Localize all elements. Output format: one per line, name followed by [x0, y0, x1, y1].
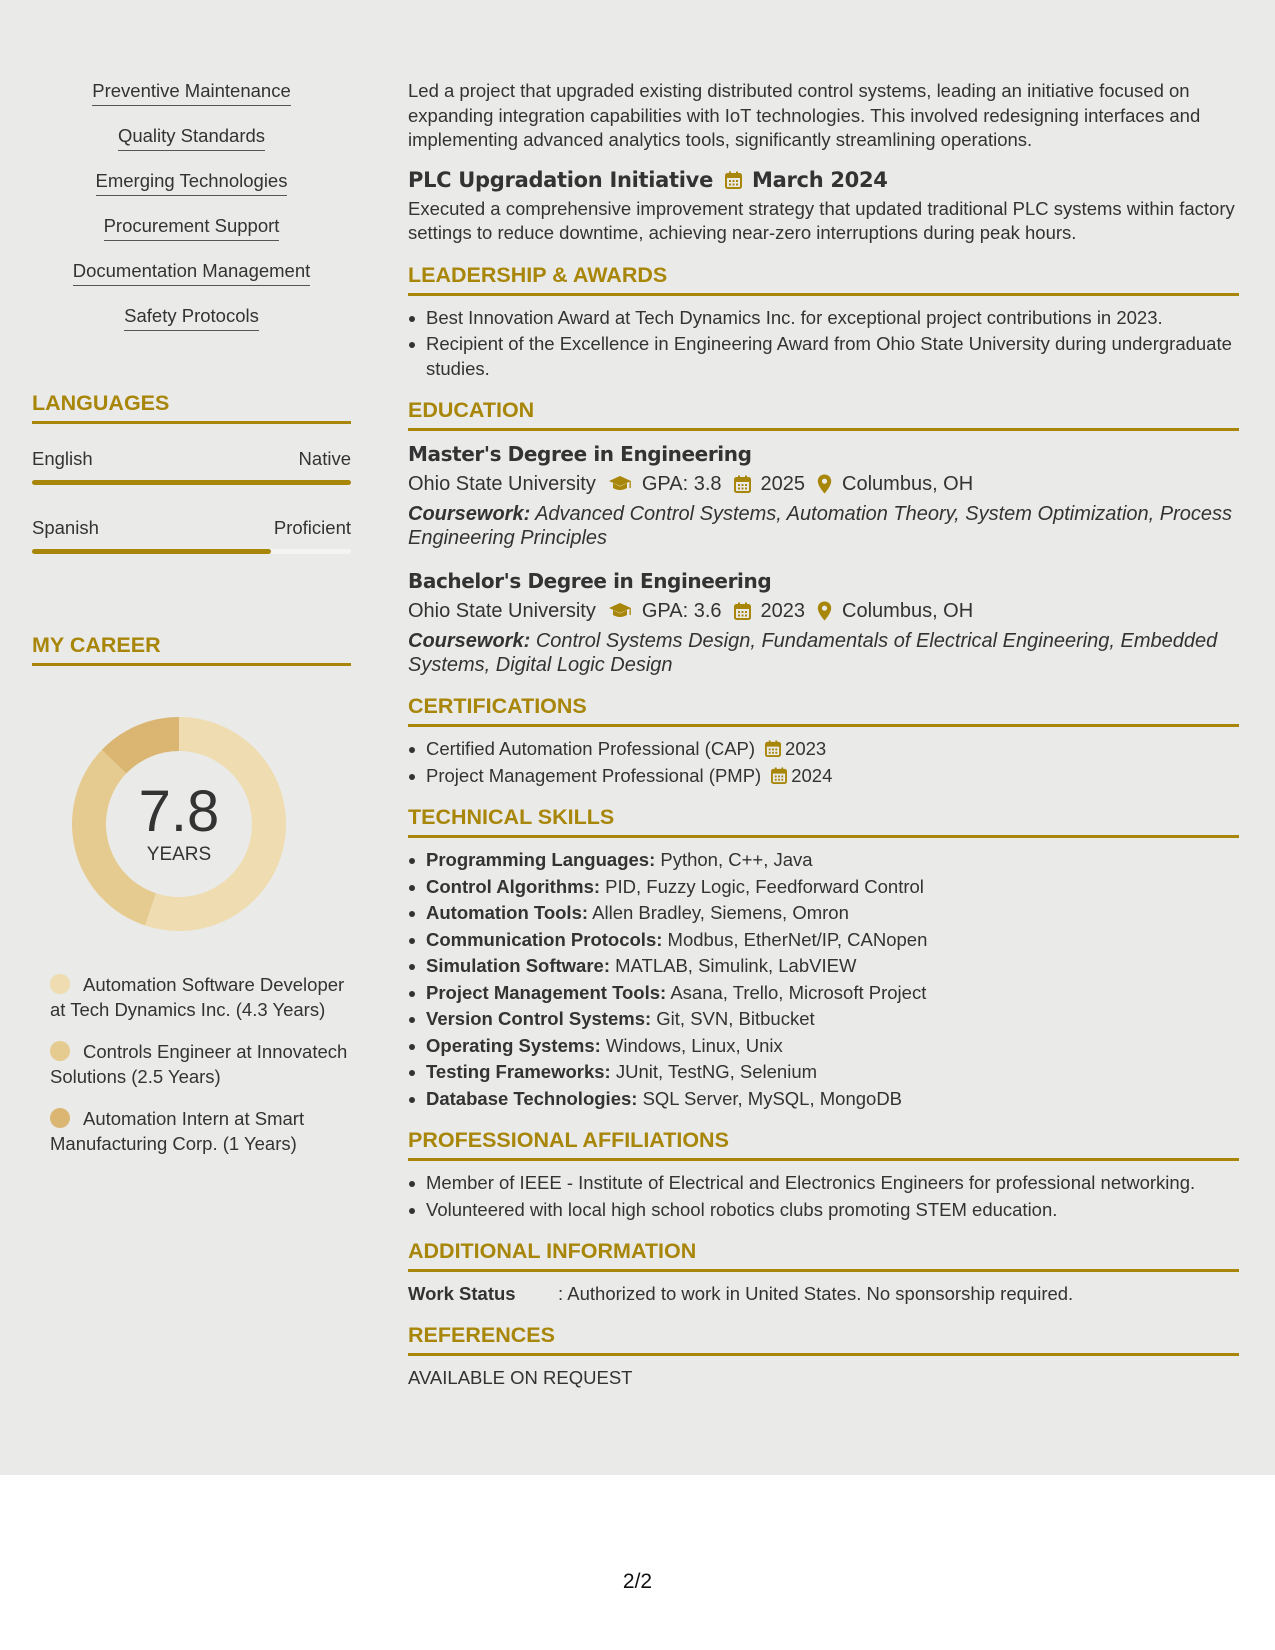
references-title: REFERENCES	[408, 1322, 1239, 1356]
list-item: Volunteered with local high school robotics clubs promoting STEM education.	[408, 1198, 1239, 1223]
tech-skill-label: Testing Frameworks:	[426, 1061, 611, 1082]
tech-skill-value: Windows, Linux, Unix	[605, 1034, 783, 1056]
tech-skill-value: JUnit, TestNG, Selenium	[615, 1061, 818, 1082]
career-legend-label: Automation Intern at Smart Manufacturing Corp. (1 Years)	[50, 1108, 305, 1154]
project-heading	[408, 167, 1239, 193]
career-legend-label: Controls Engineer at Innovatech Solutions (2.5 Years)	[50, 1041, 348, 1087]
technical-skills-title: TECHNICAL SKILLS	[408, 804, 1239, 838]
language-name: Spanish	[32, 517, 99, 538]
career-legend-item	[50, 1040, 351, 1089]
tech-skill-value: Git, SVN, Bitbucket	[656, 1008, 815, 1029]
coursework-label: Coursework:	[408, 503, 531, 525]
school-name: Ohio State University	[408, 473, 596, 495]
tech-skill-item	[408, 981, 1239, 1006]
degree-name: Master's Degree in Engineering	[408, 442, 752, 466]
certification-year: 2024	[791, 764, 833, 786]
project-name: PLC Upgradation Initiative	[408, 167, 714, 192]
language-proficiency-bar	[32, 549, 351, 554]
affiliations-title: PROFESSIONAL AFFILIATIONS	[408, 1127, 1239, 1161]
technical-skills-section	[408, 804, 1239, 1111]
tech-skill-value: PID, Fuzzy Logic, Feedforward Control	[605, 875, 924, 897]
education-item	[408, 441, 1239, 550]
certifications-section	[408, 693, 1239, 788]
degree-name: Bachelor's Degree in Engineering	[408, 569, 772, 593]
tech-skill-item	[408, 1060, 1239, 1085]
references-text: AVAILABLE ON REQUEST	[408, 1367, 633, 1388]
work-status-row	[408, 1282, 1239, 1306]
language-row	[32, 517, 351, 554]
tech-skill-item	[408, 1034, 1239, 1059]
leadership-title: LEADERSHIP & AWARDS	[408, 262, 1239, 296]
certification-name: Certified Automation Professional (CAP)	[426, 738, 756, 759]
certification-item	[408, 764, 1239, 789]
career-donut-chart	[66, 711, 292, 937]
certification-name: Project Management Professional (PMP)	[426, 764, 762, 786]
graduation-cap-icon	[608, 602, 632, 620]
calendar-icon	[771, 767, 787, 784]
tech-skill-label: Automation Tools:	[426, 902, 589, 923]
legend-dot	[50, 974, 70, 994]
graduation-cap-icon	[608, 475, 632, 493]
references-section	[408, 1322, 1239, 1390]
coursework-text: Control Systems Design, Fundamentals of Electrical Engineering, Embedded Systems, Digital Logic Design	[408, 630, 1218, 676]
tech-skill-label: Communication Protocols:	[426, 928, 663, 950]
calendar-icon	[765, 740, 781, 757]
language-level: Proficient	[273, 517, 351, 538]
left-column	[32, 80, 351, 350]
tech-skill-value: Python, C++, Java	[660, 849, 813, 870]
gpa: GPA: 3.6	[641, 600, 722, 622]
school-name: Ohio State University	[408, 600, 596, 622]
graduation-year: 2025	[760, 473, 806, 495]
language-proficiency-bar	[32, 480, 351, 485]
career-legend	[32, 973, 351, 1156]
tech-skill-item	[408, 848, 1239, 873]
coursework-text: Advanced Control Systems, Automation Theory, System Optimization, Process Engineering Principles	[408, 503, 1233, 549]
language-level: Native	[298, 448, 351, 469]
skill-tag: Emerging Technologies	[96, 170, 288, 196]
language-proficiency-fill	[32, 549, 271, 554]
languages-title: LANGUAGES	[32, 390, 351, 424]
calendar-icon	[734, 475, 751, 493]
career-section	[32, 632, 351, 1174]
certification-item	[408, 737, 1239, 762]
tech-skill-item	[408, 875, 1239, 900]
work-status-value: : Authorized to work in United States. No sponsorship required.	[558, 1283, 1074, 1304]
list-item: Best Innovation Award at Tech Dynamics Inc. for exceptional project contributions in 2023.	[408, 306, 1239, 331]
tech-skill-label: Simulation Software:	[426, 955, 610, 976]
language-name: English	[32, 448, 93, 469]
legend-dot	[50, 1108, 70, 1128]
additional-info-section	[408, 1238, 1239, 1306]
calendar-icon	[725, 171, 742, 189]
right-column	[408, 79, 1239, 1390]
skill-tag: Safety Protocols	[124, 305, 259, 331]
career-title: MY CAREER	[32, 632, 351, 666]
legend-dot	[50, 1041, 70, 1061]
career-legend-item	[50, 973, 351, 1022]
school-location: Columbus, OH	[842, 473, 974, 495]
career-legend-item	[50, 1107, 351, 1156]
work-status-label: Work Status	[408, 1283, 516, 1304]
certifications-title: CERTIFICATIONS	[408, 693, 1239, 727]
tech-skill-label: Programming Languages:	[426, 849, 656, 870]
coursework-label: Coursework:	[408, 630, 531, 652]
tech-skill-item	[408, 928, 1239, 953]
tech-skill-value: Asana, Trello, Microsoft Project	[670, 981, 927, 1003]
gpa: GPA: 3.8	[641, 473, 722, 495]
tech-skill-label: Database Technologies:	[426, 1087, 638, 1109]
education-title: EDUCATION	[408, 397, 1239, 431]
project-description: Executed a comprehensive improvement strategy that updated traditional PLC systems within factory settings to reduce downtime, achieving near-zero interruptions during peak hours.	[408, 197, 1235, 243]
tech-skill-value: Modbus, EtherNet/IP, CANopen	[667, 928, 928, 950]
education-item	[408, 568, 1239, 677]
career-total-value: 7.8	[138, 779, 220, 844]
tech-skill-label: Operating Systems:	[426, 1034, 601, 1056]
tech-skill-item	[408, 954, 1239, 979]
tech-skill-value: SQL Server, MySQL, MongoDB	[642, 1087, 903, 1109]
additional-info-title: ADDITIONAL INFORMATION	[408, 1238, 1239, 1272]
career-legend-label: Automation Software Developer at Tech Dynamics Inc. (4.3 Years)	[50, 974, 345, 1020]
education-section	[408, 397, 1239, 677]
project-intro-text: Led a project that upgraded existing distributed control systems, leading an initiative focused on expanding integration capabilities with IoT technologies. This involved redesigning interfaces and implementing advanced analytics tools, significantly streamlining operations.	[408, 80, 1201, 150]
tech-skill-value: MATLAB, Simulink, LabVIEW	[615, 955, 857, 976]
languages-section	[32, 390, 351, 554]
tech-skill-value: Allen Bradley, Siemens, Omron	[592, 902, 849, 923]
tech-skill-label: Control Algorithms:	[426, 875, 601, 897]
affiliations-section	[408, 1127, 1239, 1222]
career-total-unit: YEARS	[146, 844, 212, 865]
skill-tag: Preventive Maintenance	[92, 80, 290, 106]
tech-skill-item	[408, 1087, 1239, 1112]
calendar-icon	[734, 602, 751, 620]
list-item: Recipient of the Excellence in Engineering Award from Ohio State University during undergraduate studies.	[408, 332, 1239, 381]
tech-skill-label: Version Control Systems:	[426, 1008, 652, 1029]
skill-tag: Documentation Management	[73, 260, 311, 286]
page-number: 2/2	[622, 1570, 653, 1593]
location-pin-icon	[817, 474, 832, 494]
location-pin-icon	[817, 601, 832, 621]
tech-skill-item	[408, 901, 1239, 926]
school-location: Columbus, OH	[842, 600, 974, 622]
certification-year: 2023	[785, 738, 827, 759]
skill-tags	[32, 80, 351, 350]
project-date: March 2024	[752, 167, 888, 192]
skill-tag: Procurement Support	[104, 215, 280, 241]
language-row	[32, 448, 351, 485]
leadership-section	[408, 262, 1239, 382]
list-item: Member of IEEE - Institute of Electrical and Electronics Engineers for professional networking.	[408, 1171, 1239, 1196]
tech-skill-label: Project Management Tools:	[426, 981, 667, 1003]
coursework	[408, 629, 1239, 677]
tech-skill-item	[408, 1007, 1239, 1032]
skill-tag: Quality Standards	[118, 125, 265, 151]
graduation-year: 2023	[760, 600, 806, 622]
language-proficiency-fill	[32, 480, 351, 485]
coursework	[408, 502, 1239, 550]
